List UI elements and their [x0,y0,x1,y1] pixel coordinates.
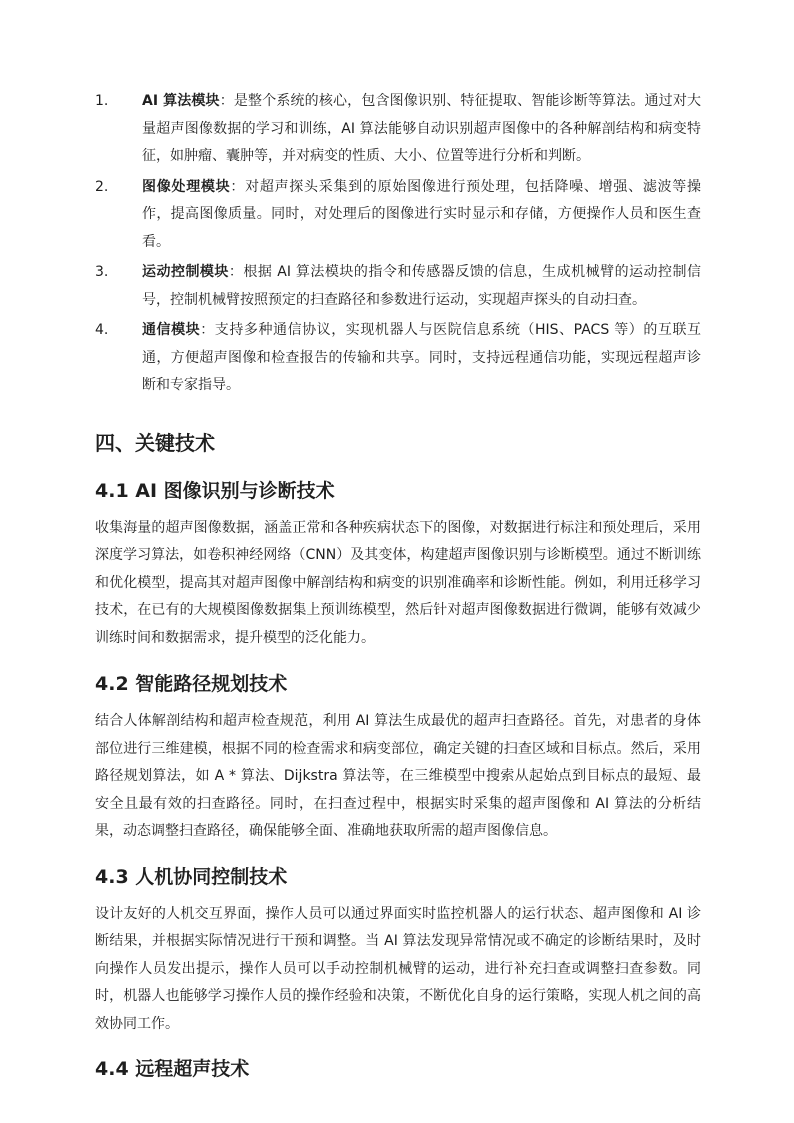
document-page [95,88,701,1085]
item-title: AI 算法模块 [142,93,220,109]
item-text: ：对超声探头采集到的原始图像进行预处理，包括降噪、增强、滤波等操作，提高图像质量。同时，对处理后的图像进行实时显示和存储，方便操作人员和医生查看。 [142,178,702,250]
subsection-heading: 4.1 AI 图像识别与诊断技术 [95,479,335,502]
list-number: 3. [95,264,109,280]
item-title: 图像处理模块 [142,178,231,195]
list-number: 1. [95,93,109,109]
subsection-remote-ultrasound [95,1053,701,1085]
list-item-comm-module [95,317,701,400]
list-item-ai-module [95,88,701,171]
item-text: ：是整个系统的核心，包含图像识别、特征提取、智能诊断等算法。通过对大量超声图像数据的学习和训练，AI 算法能够自动识别超声图像中的各种解剖结构和病变特征，如肿瘤、囊肿等，并对病变的性质、大小、位置等进行分析和判断。 [142,93,701,164]
list-item-image-module [95,174,701,257]
subsection-human-machine [95,861,701,1039]
subsection-heading: 4.4 远程超声技术 [95,1058,250,1080]
paragraph: 设计友好的人机交互界面，操作人员可以通过界面实时监控机器人的运行状态、超声图像和 AI 诊断结果，并根据实际情况进行干预和调整。当 AI 算法发现异常情况或不确定的诊断结果时，及时向操作人员发出提示，操作人员可以手动控制机械臂的运动，进行补充扫查或调整扫查参数。同时，机器人也能够学习操作人员的操作经验和决策，不断优化自身的运行策略，实现人机之间的高效协同工作。 [95,905,701,1032]
paragraph: 收集海量的超声图像数据，涵盖正常和各种疾病状态下的图像，对数据进行标注和预处理后，采用深度学习算法，如卷积神经网络（CNN）及其变体，构建超声图像识别与诊断模型。通过不断训练和优化模型，提高其对超声图像中解剖结构和病变的识别准确率和诊断性能。例如，利用迁移学习技术，在已有的大规模图像数据集上预训练模型，然后针对超声图像数据进行微调，能够有效减少训练时间和数据需求，提升模型的泛化能力。 [95,519,701,646]
module-list [95,88,701,400]
list-number: 2. [95,178,109,195]
subsection-heading: 4.2 智能路径规划技术 [95,673,288,695]
subsection-path-planning [95,668,701,846]
item-text: ：根据 AI 算法模块的指令和传感器反馈的信息，生成机械臂的运动控制信号，控制机械臂按照预定的扫查路径和参数进行运动，实现超声探头的自动扫查。 [142,264,701,308]
item-text: ：支持多种通信协议，实现机器人与医院信息系统（HIS、PACS 等）的互联互通，方便超声图像和检查报告的传输和共享。同时，支持远程通信功能，实现远程超声诊断和专家指导。 [142,322,701,393]
item-title: 运动控制模块 [142,264,229,280]
item-title: 通信模块 [142,322,201,338]
subsection-ai-recognition [95,475,701,653]
section-heading: 四、关键技术 [95,430,215,455]
subsection-heading: 4.3 人机协同控制技术 [95,865,288,888]
paragraph: 结合人体解剖结构和超声检查规范，利用 AI 算法生成最优的超声扫查路径。首先，对患者的身体部位进行三维建模，根据不同的检查需求和病变部位，确定关键的扫查区域和目标点。然后，采用路径规划算法，如 A * 算法、Dijkstra 算法等，在三维模型中搜索从起始点到目标点的最短、最安全且最有效的扫查路径。同时，在扫查过程中，根据实时采集的超声图像和 AI 算法的分析结果，动态调整扫查路径，确保能够全面、准确地获取所需的超声图像信息。 [95,713,701,839]
list-number: 4. [95,322,109,338]
list-item-motion-module [95,259,701,314]
